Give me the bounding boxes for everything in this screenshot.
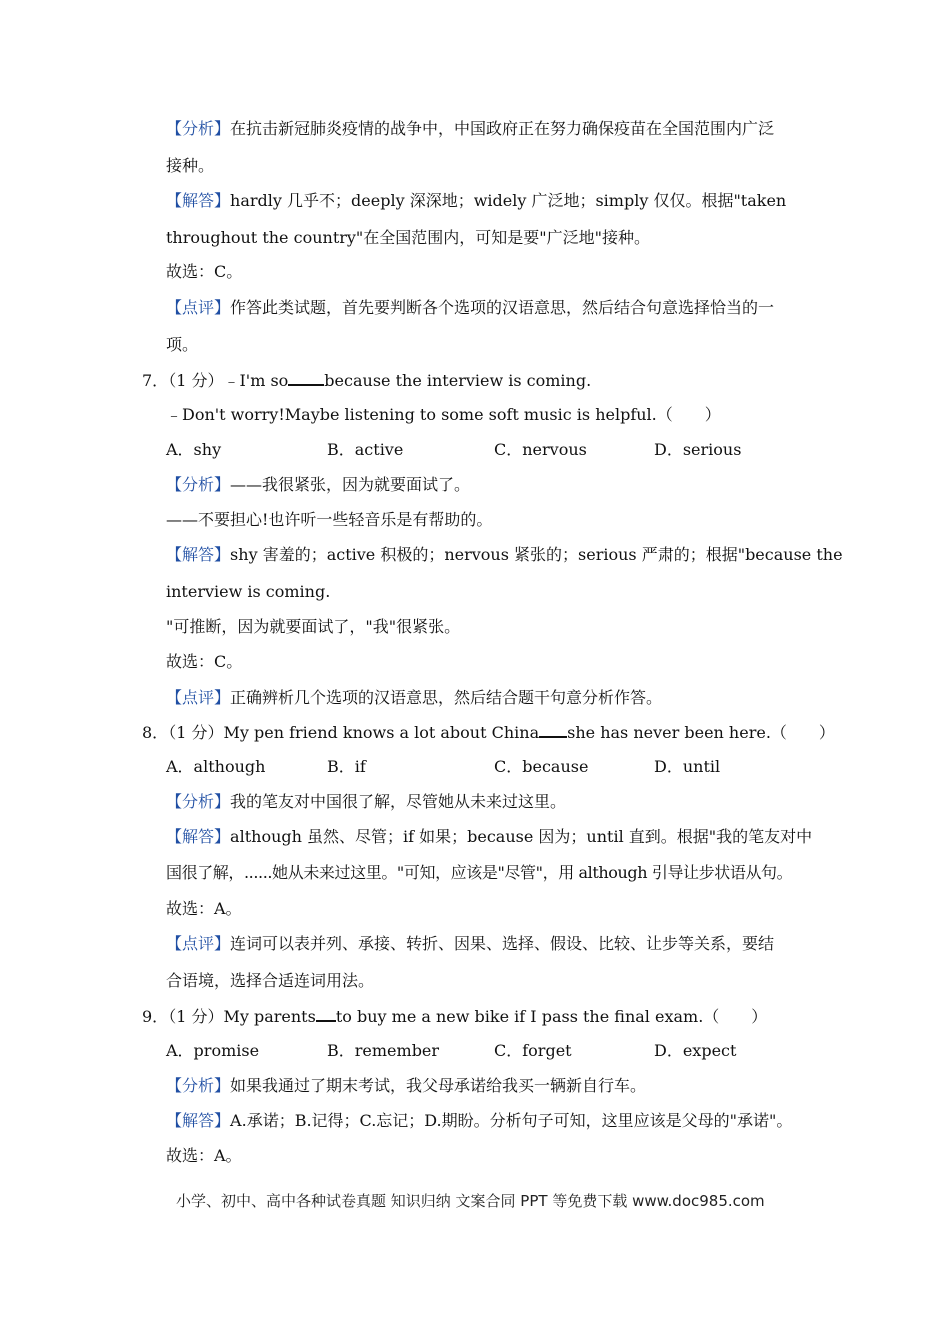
q7-stem: 7．（1 分）﹣I'm so because the interview is coming. bbox=[142, 371, 592, 390]
comment-tag: 【点评】 bbox=[166, 298, 231, 317]
q9-stem: 9．（1 分）My parents to buy me a new bike if I pass the final exam.（ ） bbox=[142, 1007, 768, 1026]
answer-tag: 【解答】 bbox=[166, 545, 231, 564]
comment-tag: 【点评】 bbox=[166, 688, 231, 707]
page-footer: 小学、初中、高中各种试卷真题 知识归纳 文案合同 PPT 等免费下载 www.doc985.com bbox=[176, 1192, 765, 1210]
q8-option-b: B．if bbox=[327, 757, 366, 776]
q7-choice: 故选：C。 bbox=[166, 652, 243, 671]
q6-analysis-line-2: 接种。 bbox=[166, 156, 215, 175]
q8-option-c: C．because bbox=[494, 757, 589, 776]
answer-blank bbox=[539, 722, 567, 738]
q7-option-a: A．shy bbox=[166, 440, 222, 459]
q8-analysis-line-1: 【分析】我的笔友对中国很了解，尽管她从未来过这里。 bbox=[166, 792, 567, 811]
q6-answer-line-1: 【解答】hardly 几乎不；deeply 深深地；widely 广泛地；simply 仅仅。根据"taken bbox=[166, 191, 787, 210]
analysis-tag: 【分析】 bbox=[166, 119, 231, 138]
q6-analysis-line-1: 【分析】在抗击新冠肺炎疫情的战争中，中国政府正在努力确保疫苗在全国范围内广泛 bbox=[166, 119, 775, 138]
analysis-tag: 【分析】 bbox=[166, 1076, 231, 1095]
q9-option-b: B．remember bbox=[327, 1041, 440, 1060]
answer-tag: 【解答】 bbox=[166, 191, 231, 210]
q9-option-c: C．forget bbox=[494, 1041, 572, 1060]
q8-choice: 故选：A。 bbox=[166, 899, 242, 918]
q6-choice: 故选：C。 bbox=[166, 262, 243, 281]
q7-comment-line-1: 【点评】正确辨析几个选项的汉语意思，然后结合题干句意分析作答。 bbox=[166, 688, 663, 707]
q9-answer-line-1: 【解答】A.承诺；B.记得；C.忘记；D.期盼。分析句子可知，这里应该是父母的"承诺"。 bbox=[166, 1111, 793, 1130]
q7-option-b: B．active bbox=[327, 440, 404, 459]
q8-comment-line-2: 合语境，选择合适连词用法。 bbox=[166, 971, 375, 990]
q8-option-d: D．until bbox=[654, 757, 721, 776]
q9-analysis-line-1: 【分析】如果我通过了期末考试，我父母承诺给我买一辆新自行车。 bbox=[166, 1076, 647, 1095]
q7-analysis-line-1: 【分析】——我很紧张，因为就要面试了。 bbox=[166, 475, 471, 494]
q7-answer-line-1: 【解答】shy 害羞的；active 积极的；nervous 紧张的；serious 严肃的；根据"because the bbox=[166, 545, 843, 564]
q7-option-d: D．serious bbox=[654, 440, 742, 459]
q7-answer-line-3: "可推断，因为就要面试了，"我"很紧张。 bbox=[166, 617, 461, 636]
q6-comment-line-2: 项。 bbox=[166, 335, 199, 354]
q9-option-d: D．expect bbox=[654, 1041, 737, 1060]
q6-comment-line-1: 【点评】作答此类试题，首先要判断各个选项的汉语意思，然后结合句意选择恰当的一 bbox=[166, 298, 775, 317]
analysis-tag: 【分析】 bbox=[166, 792, 231, 811]
q6-answer-line-2: throughout the country"在全国范围内，可知是要"广泛地"接种。 bbox=[166, 228, 651, 247]
q7-option-c: C．nervous bbox=[494, 440, 587, 459]
answer-tag: 【解答】 bbox=[166, 1111, 231, 1130]
q7-analysis-line-2: ——不要担心!也许听一些轻音乐是有帮助的。 bbox=[166, 510, 493, 529]
answer-tag: 【解答】 bbox=[166, 827, 231, 846]
analysis-tag: 【分析】 bbox=[166, 475, 231, 494]
q9-option-a: A．promise bbox=[166, 1041, 260, 1060]
q8-comment-line-1: 【点评】连词可以表并列、承接、转折、因果、选择、假设、比较、让步等关系，要结 bbox=[166, 934, 775, 953]
q9-choice: 故选：A。 bbox=[166, 1146, 242, 1165]
answer-blank bbox=[288, 370, 324, 386]
q8-answer-line-1: 【解答】although 虽然、尽管；if 如果；because 因为；until 直到。根据"我的笔友对中 bbox=[166, 827, 813, 846]
q7-stem-line-2: ﹣Don't worry!Maybe listening to some soft music is helpful.（ ） bbox=[166, 405, 721, 424]
q8-answer-line-2: 国很了解，......她从未来过这里。"可知，应该是"尽管"，用 although 引导让步状语从句。 bbox=[166, 863, 793, 882]
comment-tag: 【点评】 bbox=[166, 934, 231, 953]
q8-option-a: A．although bbox=[166, 757, 266, 776]
answer-blank bbox=[316, 1006, 336, 1022]
q8-stem: 8．（1 分）My pen friend knows a lot about China she has never been here.（ ） bbox=[142, 723, 835, 742]
q7-answer-line-2: interview is coming. bbox=[166, 582, 331, 601]
